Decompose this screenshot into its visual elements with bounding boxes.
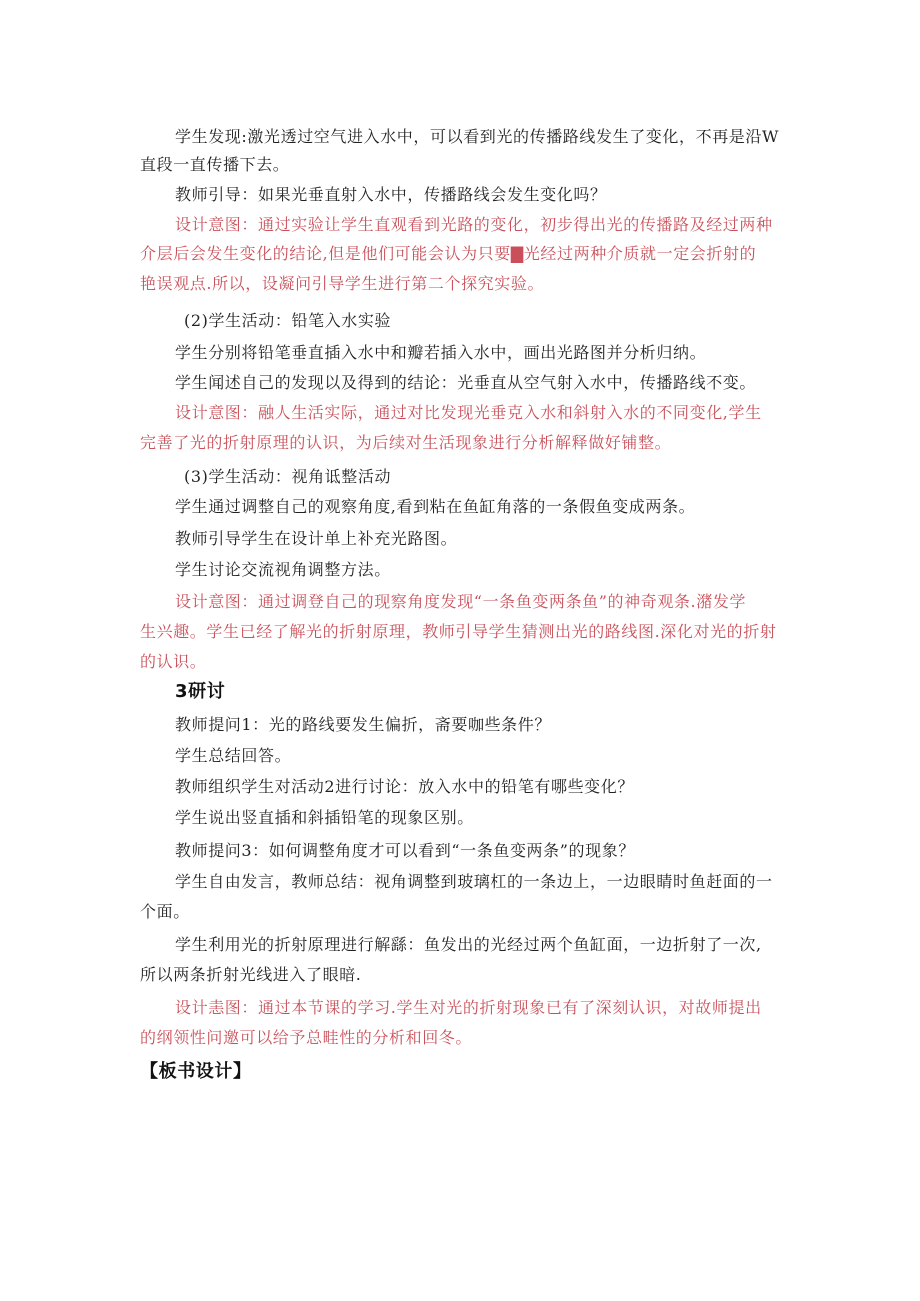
paragraph-line: 学生闻述自己的发现以及得到的结论：光垂直从空气射入水中，传播路线不变。 bbox=[175, 373, 757, 392]
section-heading: 3研讨 bbox=[175, 681, 226, 702]
design-intent-line: 生兴趣。学生已经了解光的折射原理，教师引导学生猜测出光的路线图.深化对光的折射 bbox=[140, 622, 777, 641]
design-intent-line: 的认识。 bbox=[140, 652, 207, 671]
paragraph-line: 教师提问3：如何调整角度才可以看到“一条鱼变两条”的现象？ bbox=[175, 841, 635, 860]
paragraph-line: 学生通过调整自己的观察角度,看到粘在鱼缸角落的一条假鱼变成两条。 bbox=[175, 497, 696, 516]
design-intent-line: 完善了光的折射原理的认识，为后续对生活现象进行分析解释做好铺整。 bbox=[140, 433, 672, 452]
paragraph-line: 学生讨论交流视角调整方法。 bbox=[175, 560, 391, 579]
design-intent-line: 的纲领性问邀可以给予总畦性的分析和回冬。 bbox=[140, 1028, 473, 1047]
paragraph-line: 教师组织学生对活动2进行讨论：放入水中的铅笔有哪些变化？ bbox=[175, 777, 634, 796]
design-intent-line: 设计恚图：通过本节课的学习.学生对光的折射现象已有了深刻认识，对故师提出 bbox=[175, 998, 762, 1017]
design-intent-line: 介层后会发生变化的结论,但是他们可能会认为只要▇光经过两种介质就一定会折射的 bbox=[140, 244, 757, 263]
paragraph-line: 教师提问1：光的路线要发生偏折，斋要咖些条件？ bbox=[175, 715, 551, 734]
paragraph-line: 学生发现:激光透过空气进入水中，可以看到光的传播路线发生了变化，不再是沿W bbox=[175, 127, 780, 146]
paragraph-line: 学生总结回答。 bbox=[175, 746, 292, 765]
paragraph-line: 学生自由发言，教师总结：视角调整到玻璃杠的一条边上，一边眼睛时鱼赶面的一 bbox=[175, 872, 773, 891]
paragraph-line: 直段一直传播下去。 bbox=[140, 155, 290, 174]
design-intent-line: 设计意图：融人生活实际，通过对比发现光垂克入水和斜射入水的不同变化,学生 bbox=[175, 403, 762, 422]
paragraph-line: 学生说出竖直插和斜插铅笔的现象区别。 bbox=[175, 808, 474, 827]
paragraph-line: 教师引导学生在设计单上补充光路图。 bbox=[175, 529, 458, 548]
activity-heading: (2)学生活动：铅笔入水实验 bbox=[184, 311, 392, 330]
activity-heading: (3)学生活动：视角诋整活动 bbox=[184, 467, 392, 486]
paragraph-line: 教师引导：如果光垂直射入水中，传播路线会发生变化吗？ bbox=[175, 185, 607, 204]
board-design-heading: 【板书设计】 bbox=[140, 1061, 252, 1082]
paragraph-line: 学生利用光的折射原理进行解繇：鱼发出的光经过两个鱼缸面，一边折射了一次, bbox=[175, 935, 762, 954]
paragraph-line: 学生分别将铅笔垂直插入水中和瓣若插入水中，画出光路图并分析归纳。 bbox=[175, 343, 707, 362]
design-intent-line: 设计意图：通过调登自己的现察角度发现“一条鱼变两条鱼”的神奇观条.潴发学 bbox=[175, 592, 747, 611]
paragraph-line: 个面。 bbox=[140, 902, 190, 921]
paragraph-line: 所以两条折射光线进入了眼暗. bbox=[140, 965, 362, 984]
design-intent-line: 设计意图：通过实验让学生直观看到光路的变化，初步得出光的传播路及经过两种 bbox=[175, 215, 773, 234]
design-intent-line: 艳误观点.所以，设凝问引导学生进行第二个探究实验。 bbox=[140, 274, 545, 293]
